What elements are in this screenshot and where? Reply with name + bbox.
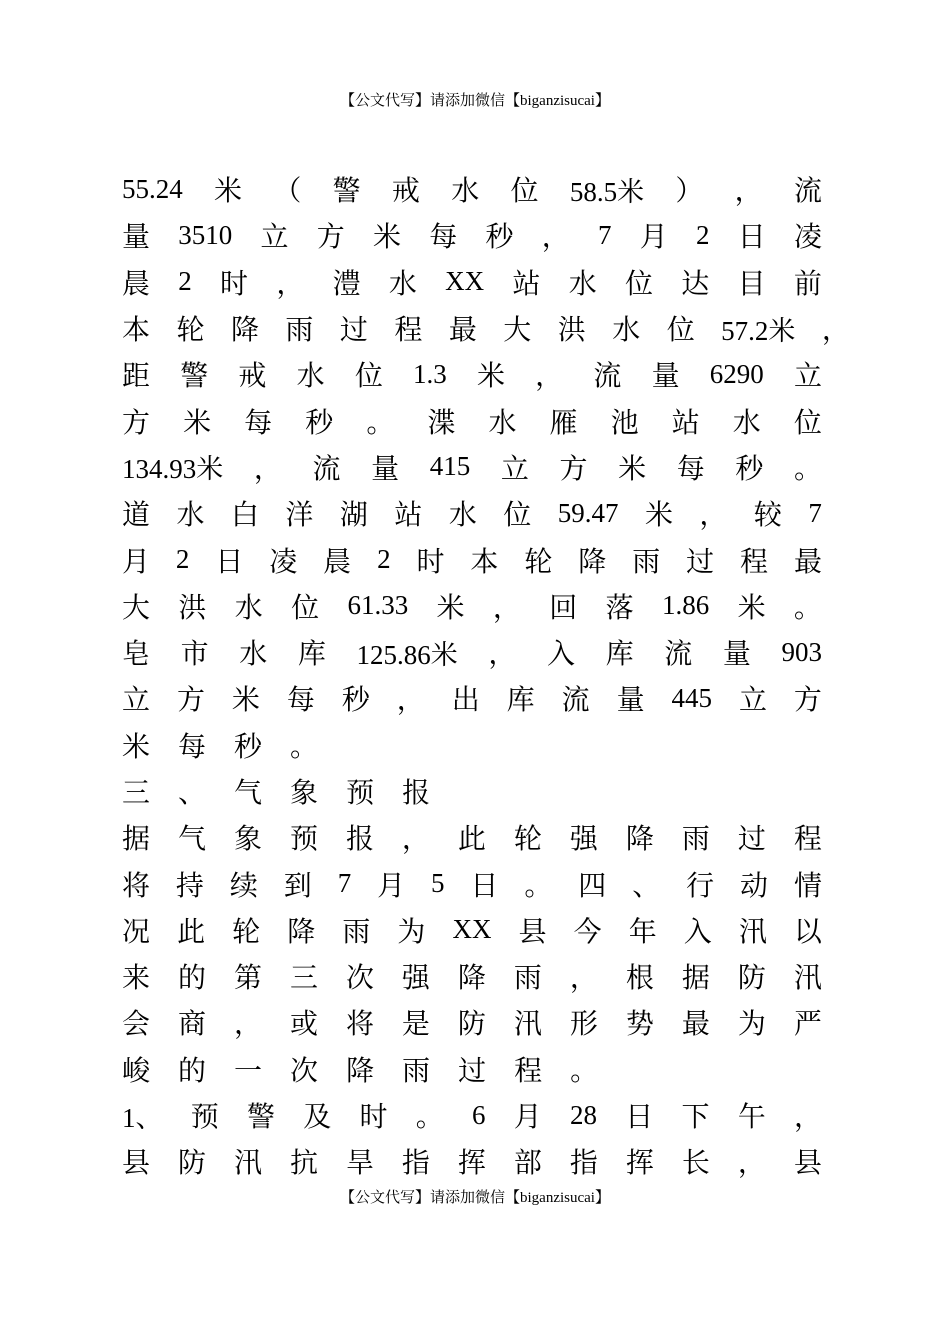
text-token: 象	[290, 776, 319, 809]
text-token: 量	[371, 451, 400, 485]
text-token: 皂	[122, 637, 151, 671]
text-token: 回	[549, 590, 578, 624]
text-token: ，	[488, 637, 517, 671]
text-token: 水	[448, 498, 477, 532]
text-token: 凌	[793, 220, 822, 254]
text-token: 位	[503, 498, 532, 532]
text-token: 米	[436, 590, 465, 624]
document-body	[122, 166, 850, 1185]
text-token: 445	[671, 682, 713, 713]
text-token: 本	[470, 544, 499, 578]
text-token: 每	[429, 220, 458, 254]
text-token: 市	[180, 637, 209, 671]
text-token: 为	[397, 914, 426, 948]
text-token: 距	[122, 359, 151, 393]
text-token: 将	[345, 1007, 374, 1041]
text-token: ）	[675, 174, 704, 208]
text-line	[122, 629, 822, 675]
text-token: 雨	[402, 1053, 431, 1087]
text-token: 今	[573, 914, 602, 948]
text-token: 方	[559, 451, 588, 485]
text-token: 59.47	[557, 497, 619, 528]
text-token: 过	[686, 544, 715, 578]
text-token: 流	[793, 174, 822, 208]
text-token: 严	[793, 1007, 822, 1041]
text-line	[122, 536, 822, 582]
text-token: 挥	[457, 1146, 486, 1180]
text-token: 下	[681, 1100, 710, 1134]
text-token: 5	[431, 868, 445, 899]
text-token: 站	[512, 266, 541, 300]
text-token: 持	[175, 868, 204, 902]
text-token: 流	[312, 451, 341, 485]
text-token: 28	[569, 1099, 597, 1130]
text-token: 米	[644, 498, 673, 532]
text-token: 来	[122, 961, 151, 995]
text-token: 125.86米	[356, 639, 458, 670]
text-token: 立	[122, 683, 151, 717]
text-token: 及	[303, 1100, 332, 1134]
text-token: 库	[506, 683, 535, 717]
text-token: 戒	[391, 174, 420, 208]
text-token: 雨	[513, 961, 542, 995]
text-token: 7	[337, 868, 352, 899]
text-token: 立	[260, 220, 289, 254]
text-token: 月	[122, 544, 151, 578]
text-token: 量	[651, 359, 680, 393]
text-line	[122, 1092, 822, 1138]
text-token: 位	[793, 405, 822, 439]
text-token: 时	[220, 266, 249, 300]
text-token: 将	[122, 868, 151, 902]
text-token: 米	[231, 683, 260, 717]
text-token: 情	[793, 868, 822, 902]
text-token: 挥	[625, 1146, 654, 1180]
text-token: 警	[246, 1100, 275, 1134]
text-token: 部	[513, 1146, 542, 1180]
text-token: 7	[597, 219, 612, 250]
text-line	[122, 953, 822, 999]
text-token: 每	[676, 451, 705, 485]
text-token: 轮	[176, 313, 205, 347]
text-token: 汛	[513, 1007, 542, 1041]
text-token: 警	[332, 174, 361, 208]
text-token: 时	[359, 1100, 388, 1134]
text-token: 流	[593, 359, 622, 393]
text-token: 达	[681, 266, 710, 300]
section-heading	[122, 768, 822, 814]
text-token: 势	[625, 1007, 654, 1041]
text-token: 方	[122, 405, 151, 439]
text-token: 秒	[735, 451, 764, 485]
text-token: 会	[122, 1007, 151, 1041]
text-line	[122, 351, 822, 397]
text-token: 晨	[122, 266, 151, 300]
text-token: 米	[476, 359, 505, 393]
text-line	[122, 675, 822, 721]
text-token: 雨	[285, 313, 314, 347]
text-token: 量	[122, 220, 151, 254]
text-token: 过	[339, 313, 368, 347]
text-token: ，	[541, 220, 570, 254]
text-token: ，	[253, 451, 282, 485]
text-token: 61.33	[347, 590, 409, 621]
text-token: 1.3	[413, 358, 447, 389]
text-token: 水	[612, 313, 641, 347]
text-token: 量	[722, 637, 751, 671]
text-token: 月	[513, 1100, 542, 1134]
text-token: 的	[178, 1053, 207, 1087]
text-token: 峻	[122, 1053, 151, 1087]
text-token: ，	[821, 313, 850, 347]
text-token: 此	[177, 914, 206, 948]
text-token: 位	[625, 266, 654, 300]
text-token: 降	[457, 961, 486, 995]
text-token: XX	[445, 266, 485, 297]
text-token: 指	[569, 1146, 598, 1180]
text-token: 降	[578, 544, 607, 578]
text-token: 水	[239, 637, 268, 671]
text-token: 每	[286, 683, 315, 717]
text-token: 日	[470, 868, 499, 902]
text-token: 7	[808, 497, 822, 528]
text-token: 米	[214, 174, 243, 208]
text-token: 日	[215, 544, 244, 578]
text-token: 汛	[793, 961, 822, 995]
text-token: 方	[793, 683, 822, 717]
text-token: （	[273, 174, 302, 208]
text-token: 过	[458, 1053, 487, 1087]
text-token: 立	[500, 451, 529, 485]
text-token: 。	[570, 1053, 599, 1087]
text-token: 。	[524, 868, 553, 902]
page-footer-watermark: 【公文代写】请添加微信【biganzisucai】	[340, 1190, 610, 1206]
text-token: 方	[316, 220, 345, 254]
text-line	[122, 999, 822, 1045]
text-token: 强	[401, 961, 430, 995]
text-token: ，	[396, 683, 425, 717]
text-token: ，	[737, 1146, 766, 1180]
text-token: 程	[740, 544, 769, 578]
text-token: 。	[290, 729, 319, 763]
text-token: 1、	[122, 1102, 163, 1133]
text-token: 水	[568, 266, 597, 300]
text-token: 每	[178, 729, 207, 763]
text-token: 报	[402, 776, 431, 809]
text-token: 象	[233, 822, 262, 856]
text-token: 日	[737, 220, 766, 254]
text-token: 道	[122, 498, 151, 532]
text-token: 903	[781, 636, 822, 667]
text-token: ，	[569, 961, 598, 995]
page-header-watermark: 【公文代写】请添加微信【biganzisucai】	[340, 93, 610, 109]
text-line	[122, 907, 822, 953]
text-token: 降	[230, 313, 259, 347]
text-token: 县	[122, 1146, 151, 1180]
text-token: 洪	[178, 590, 207, 624]
text-token: 气	[177, 822, 206, 856]
text-token: 米	[122, 729, 151, 763]
text-token: 轮	[524, 544, 553, 578]
text-token: 流	[664, 637, 693, 671]
text-token: 汛	[233, 1146, 262, 1180]
text-token: 到	[283, 868, 312, 902]
text-token: 位	[354, 359, 383, 393]
text-token: 白	[230, 498, 259, 532]
text-token: 日	[625, 1100, 654, 1134]
text-line	[122, 259, 822, 305]
text-token: 水	[451, 174, 480, 208]
text-token: 55.24	[122, 173, 183, 204]
text-line	[122, 397, 822, 443]
text-token: 四	[578, 868, 607, 902]
text-token: 水	[176, 498, 205, 532]
text-token: 动	[740, 868, 769, 902]
text-token: 水	[488, 405, 517, 439]
text-token: 汛	[738, 914, 767, 948]
text-token: 预	[289, 822, 318, 856]
text-line	[122, 1138, 822, 1184]
text-token: 湖	[339, 498, 368, 532]
text-token: 洪	[557, 313, 586, 347]
text-token: 程	[394, 313, 423, 347]
text-token: 站	[671, 405, 700, 439]
text-token: 县	[518, 914, 547, 948]
text-token: ，	[233, 1007, 262, 1041]
text-token: 量	[616, 683, 645, 717]
text-token: 入	[683, 914, 712, 948]
text-token: 续	[229, 868, 258, 902]
text-token: 报	[345, 822, 374, 856]
text-token: 三	[289, 961, 318, 995]
text-token: 凌	[269, 544, 298, 578]
text-token: 降	[287, 914, 316, 948]
text-token: 2	[695, 219, 710, 250]
text-token: 是	[401, 1007, 430, 1041]
text-token: ，	[401, 822, 430, 856]
text-token: 气	[234, 776, 263, 809]
text-token: 立	[793, 359, 822, 393]
text-token: 时	[416, 544, 445, 578]
text-token: 位	[510, 174, 539, 208]
text-token: 年	[628, 914, 657, 948]
text-token: 防	[177, 1146, 206, 1180]
text-token: 况	[122, 914, 151, 948]
text-token: 6290	[709, 358, 764, 389]
text-token: 、	[632, 868, 661, 902]
text-token: 秒	[341, 683, 370, 717]
text-token: 据	[681, 961, 710, 995]
text-token: 、	[178, 776, 207, 809]
text-token: 或	[289, 1007, 318, 1041]
text-token: 水	[388, 266, 417, 300]
text-token: 2	[175, 544, 190, 575]
text-token: 雨	[681, 822, 710, 856]
text-token: 预	[346, 776, 375, 809]
text-token: 2	[178, 266, 192, 297]
text-token: 渫	[427, 405, 456, 439]
text-token: 戒	[238, 359, 267, 393]
text-token: 警	[180, 359, 209, 393]
text-token: 每	[244, 405, 273, 439]
text-line	[122, 583, 822, 629]
text-token: 次	[290, 1053, 319, 1087]
text-line	[122, 444, 822, 490]
text-token: 大	[122, 590, 151, 624]
text-token: 出	[451, 683, 480, 717]
text-token: 澧	[332, 266, 361, 300]
text-token: 程	[514, 1053, 543, 1087]
text-token: 晨	[323, 544, 352, 578]
text-token: 水	[234, 590, 263, 624]
text-token: 以	[793, 914, 822, 948]
text-token: 秒	[485, 220, 514, 254]
text-token: 目	[737, 266, 766, 300]
text-token: 午	[737, 1100, 766, 1134]
text-token: 流	[561, 683, 590, 717]
text-token: 前	[793, 266, 822, 300]
text-token: 指	[401, 1146, 430, 1180]
text-token: 防	[457, 1007, 486, 1041]
text-token: 最	[448, 313, 477, 347]
text-token: 降	[346, 1053, 375, 1087]
text-token: 据	[122, 822, 151, 856]
text-token: 雨	[342, 914, 371, 948]
text-token: 此	[457, 822, 486, 856]
text-token: 6	[471, 1099, 486, 1130]
text-token: ，	[734, 174, 763, 208]
text-token: 的	[177, 961, 206, 995]
text-token: 强	[569, 822, 598, 856]
text-token: ，	[699, 498, 728, 532]
text-token: 水	[296, 359, 325, 393]
text-token: 位	[666, 313, 695, 347]
text-token: 415	[429, 451, 471, 482]
text-token: 雨	[632, 544, 661, 578]
text-token: 月	[377, 868, 406, 902]
text-token: 降	[625, 822, 654, 856]
text-token: 雁	[549, 405, 578, 439]
text-token: ，	[276, 266, 305, 300]
text-token: 本	[122, 313, 151, 347]
text-token: ，	[492, 590, 521, 624]
text-token: 2	[377, 544, 391, 575]
text-token: 秒	[234, 729, 263, 763]
text-token: 为	[737, 1007, 766, 1041]
text-token: 方	[176, 683, 205, 717]
text-token: 池	[610, 405, 639, 439]
text-token: 米	[183, 405, 212, 439]
text-token: 秒	[305, 405, 334, 439]
text-line	[122, 490, 822, 536]
text-token: 三	[122, 776, 151, 809]
text-token: ，	[535, 359, 564, 393]
text-line	[122, 166, 822, 212]
text-token: 最	[793, 544, 822, 578]
text-token: 米	[372, 220, 401, 254]
text-line	[122, 860, 822, 906]
text-token: 月	[639, 220, 668, 254]
text-token: 旱	[345, 1146, 374, 1180]
text-token: 根	[625, 961, 654, 995]
text-token: 次	[345, 961, 374, 995]
text-token: 水	[732, 405, 761, 439]
text-token: 形	[569, 1007, 598, 1041]
text-token: 一	[234, 1053, 263, 1087]
text-token: 1.86	[661, 590, 710, 621]
text-token: 较	[753, 498, 782, 532]
text-token: 第	[233, 961, 262, 995]
text-token: 最	[681, 1007, 710, 1041]
text-line	[122, 1046, 822, 1092]
text-token: 。	[366, 405, 395, 439]
text-line	[122, 212, 822, 258]
text-token: 防	[737, 961, 766, 995]
text-token: 米	[618, 451, 647, 485]
text-token: 3510	[178, 219, 233, 250]
text-token: 轮	[232, 914, 261, 948]
text-token: 落	[605, 590, 634, 624]
text-token: 立	[738, 683, 767, 717]
text-token: 米	[737, 590, 766, 624]
text-token: ，	[793, 1100, 822, 1134]
text-token: 抗	[289, 1146, 318, 1180]
text-token: 57.2米	[721, 315, 796, 346]
text-token: 洋	[285, 498, 314, 532]
text-token: 库	[297, 637, 326, 671]
text-token: 县	[793, 1146, 822, 1180]
text-token: 。	[415, 1100, 444, 1134]
text-token: 预	[190, 1100, 219, 1134]
text-token: 位	[291, 590, 320, 624]
text-token: 轮	[513, 822, 542, 856]
text-token: 长	[681, 1146, 710, 1180]
text-token: 行	[686, 868, 715, 902]
text-line	[122, 305, 850, 351]
text-line	[122, 814, 822, 860]
text-token: 程	[793, 822, 822, 856]
text-token: 大	[503, 313, 532, 347]
text-token: XX	[452, 914, 492, 945]
text-token: 库	[605, 637, 634, 671]
text-line	[122, 722, 822, 768]
text-token: 。	[793, 451, 822, 485]
text-token: 134.93米	[122, 454, 224, 485]
text-token: 入	[546, 637, 575, 671]
text-token: 商	[177, 1007, 206, 1041]
text-token: 过	[737, 822, 766, 856]
text-token: 58.5米	[569, 176, 645, 207]
text-token: 站	[394, 498, 423, 532]
text-token: 。	[793, 590, 822, 624]
